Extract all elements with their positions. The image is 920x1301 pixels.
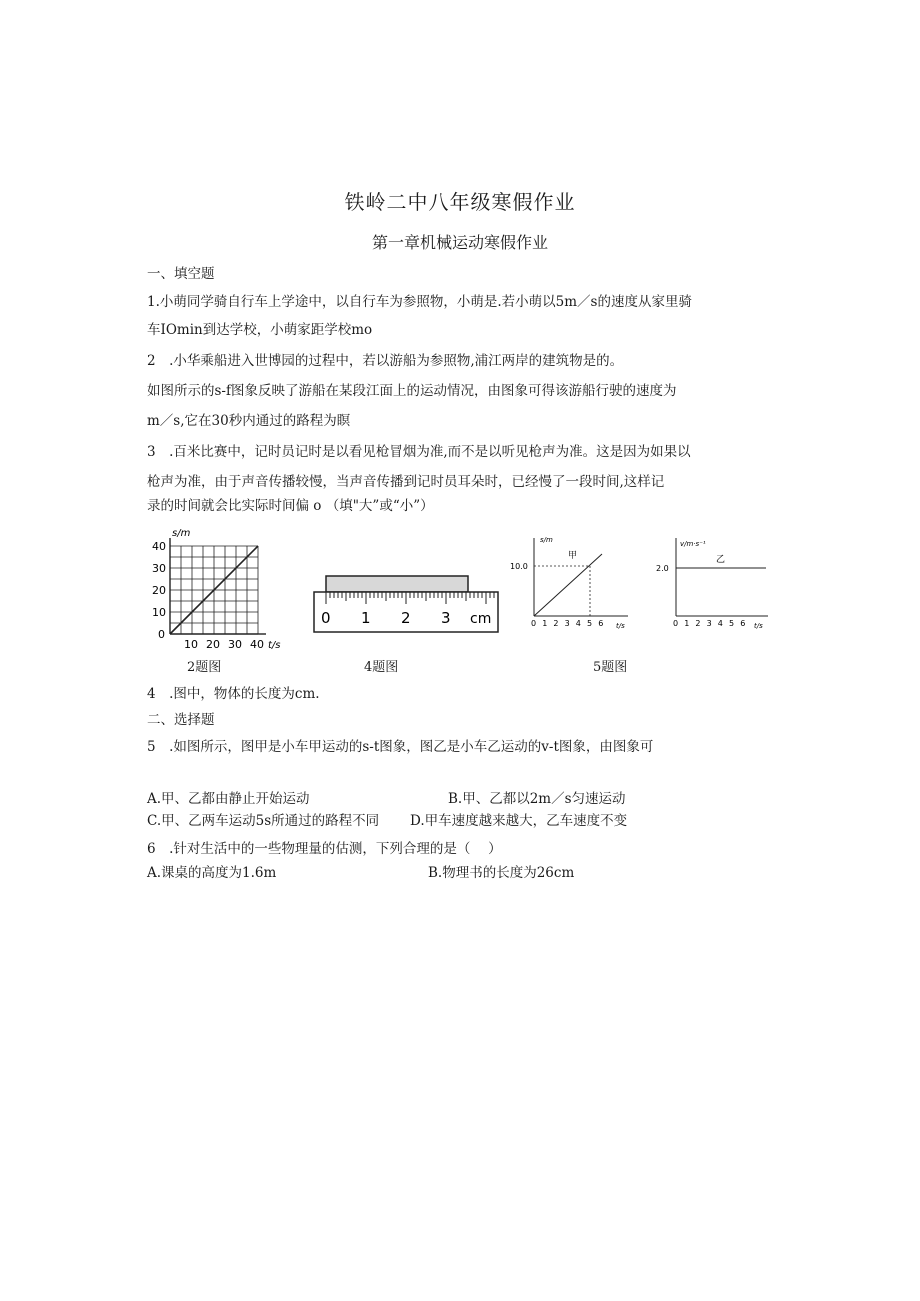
- fig5a-xtick: 2: [553, 619, 559, 628]
- fig2-ylabel: s/m: [172, 528, 191, 539]
- fig5a-yvalue: 10.0: [510, 562, 528, 571]
- section-fill-blank: 一、填空题: [147, 266, 215, 282]
- fig5a-xtick: 0: [531, 619, 537, 628]
- fig4-label: 2: [401, 609, 411, 627]
- q5-option-c: C.甲、乙两车运动5s所通过的路程不同: [147, 813, 380, 829]
- fig2-ytick: 40: [152, 540, 166, 553]
- fig4-caption: 4题图: [364, 660, 399, 675]
- q2-line2: 如图所示的s-f图象反映了游船在某段江面上的运动情况，由图象可得该游船行驶的速度为: [147, 383, 677, 399]
- fig5b-series-label: 乙: [716, 555, 726, 565]
- fig2-xtick: 20: [206, 638, 220, 651]
- fig2-ytick: 30: [152, 562, 166, 575]
- fig2-caption: 2题图: [187, 660, 222, 675]
- q4: 4 .图中，物体的长度为cm.: [147, 686, 320, 702]
- q6-stem: 6 .针对生活中的一些物理量的估测，下列合理的是（ ）: [147, 841, 502, 857]
- q3-line3: 录的时间就会比实际时间偏 o （填"大”或“小”）: [147, 498, 434, 514]
- fig5-caption: 5题图: [593, 660, 628, 675]
- fig4-label: 3: [441, 609, 451, 627]
- fig4-label: 1: [361, 609, 371, 627]
- section-choice: 二、选择题: [147, 712, 215, 728]
- q2-line1: 2 .小华乘船进入世博园的过程中，若以游船为参照物,浦江两岸的建筑物是的。: [147, 353, 624, 369]
- fig5b-yvalue: 2.0: [656, 564, 669, 573]
- page-title: 铁岭二中八年级寒假作业: [344, 190, 576, 214]
- page-subtitle: 第一章机械运动寒假作业: [371, 233, 548, 252]
- fig5b-xlabel: t/s: [754, 622, 763, 630]
- fig2-ytick: 20: [152, 584, 166, 597]
- fig5b-xticks: [673, 619, 745, 628]
- fig4-label: 0: [321, 609, 331, 627]
- q5-option-a: A.甲、乙都由静止开始运动: [147, 791, 310, 807]
- fig5b-xtick: 6: [740, 619, 746, 628]
- fig4-ruler: [312, 570, 502, 636]
- fig2-grid: [170, 538, 266, 634]
- fig5a-xtick: 6: [598, 619, 604, 628]
- fig5a-xtick: 1: [542, 619, 548, 628]
- fig5b-ylabel: v/m·s⁻¹: [680, 540, 706, 548]
- fig5a-xticks: [531, 619, 603, 628]
- fig5a-xtick: 4: [575, 619, 581, 628]
- q3-line1: 3 .百米比赛中，记时员记时是以看见枪冒烟为准,而不是以听见枪声为准。这是因为如果以: [147, 444, 691, 460]
- fig2-xtick: 40: [250, 638, 264, 651]
- q6-option-b: B.物理书的长度为26cm: [428, 865, 575, 881]
- fig5b-xtick: 1: [684, 619, 690, 628]
- q5-option-b: B.甲、乙都以2m／s匀速运动: [448, 791, 626, 807]
- q3-line2: 枪声为准，由于声音传播较慢，当声音传播到记时员耳朵时，已经慢了一段时间,这样记: [147, 474, 665, 490]
- fig2-xtick: 30: [228, 638, 242, 651]
- q5-option-d: D.甲车速度越来越大，乙车速度不变: [410, 813, 628, 829]
- fig5a-ylabel: s/m: [540, 536, 553, 544]
- fig2-ytick: 10: [152, 606, 166, 619]
- fig5a-xlabel: t/s: [616, 622, 625, 630]
- fig2-ytick: 0: [158, 628, 165, 641]
- fig5b-xtick: 2: [695, 619, 701, 628]
- fig5b-xtick: 4: [717, 619, 723, 628]
- fig5a-series-line: [534, 554, 602, 616]
- fig5b-xtick: 5: [729, 619, 735, 628]
- fig2-xtick: 10: [184, 638, 198, 651]
- fig2-xlabel: t/s: [268, 640, 281, 651]
- fig4-unit: cm: [470, 611, 492, 627]
- q5-stem: 5 .如图所示，图甲是小车甲运动的s-t图象，图乙是小车乙运动的v-t图象，由图象可: [147, 739, 654, 755]
- fig5a-xtick: 5: [587, 619, 593, 628]
- fig5b-xtick: 3: [706, 619, 712, 628]
- q1-line1: 1.小萌同学骑自行车上学途中，以自行车为参照物，小萌是.若小萌以5m／s的速度从家里骑: [147, 294, 692, 310]
- fig4-object: [326, 576, 468, 592]
- fig5-jia-st-graph: [508, 532, 636, 632]
- q6-option-a: A.课桌的高度为1.6m: [147, 865, 277, 881]
- q1-line2: 车IOmin到达学校，小萌家距学校mo: [147, 322, 373, 338]
- fig2-st-graph: [140, 526, 290, 652]
- q2-line3: m／s,它在30秒内通过的路程为瞑: [147, 413, 351, 429]
- fig5a-series-label: 甲: [568, 551, 578, 561]
- fig5b-xtick: 0: [673, 619, 679, 628]
- fig5-yi-vt-graph: [650, 532, 774, 632]
- fig5a-xtick: 3: [564, 619, 570, 628]
